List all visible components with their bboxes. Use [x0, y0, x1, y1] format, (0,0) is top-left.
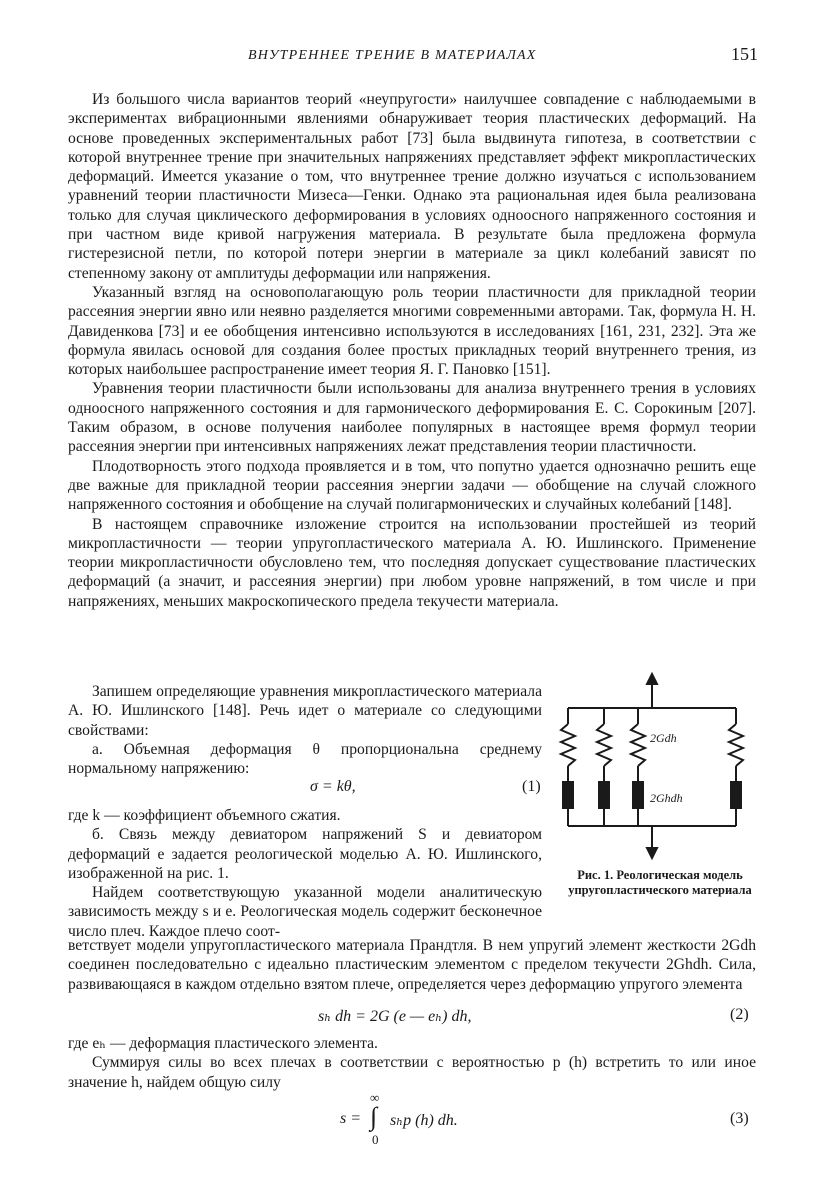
arm-1	[561, 708, 575, 826]
header-title: ВНУТРЕННЕЕ ТРЕНИЕ В МАТЕРИАЛАХ	[248, 48, 537, 63]
body-text-top	[68, 90, 756, 611]
paragraph-1: Из большого числа вариантов теорий «неупругости» наилучшее совпадение с наблюдаемыми в экспериментах вибрационными явлениями обнаруживает теория пластических деформаций. На основе проведенных экспериментальных работ [73] была выдвинута гипотеза, в соответствии с которой внутреннее трение при значительных напряжениях представляет эффект микропластических деформаций. Имеется указание о том, что внутреннее трение должно изучаться с использованием уравнений теории пластичности Мизеса—Генки. Однако эта рациональная идея была реализована только для случая циклического деформирования в условиях одноосного напряженного состояния и при частном виде кривой нагружения материала. В результате была предложена формула гистерезисной петли, по которой потери энергии в материале за цикл колебаний зависят по степенному закону от амплитуды деформации или напряжения.	[68, 91, 756, 282]
paragraph-11: где eₕ — деформация пластического элемента.	[68, 1035, 378, 1052]
integral-sign-icon: ∫	[370, 1102, 378, 1131]
left-column-text-2	[68, 806, 542, 941]
paragraph-7: а. Объемная деформация θ пропорциональна среднему нормальному напряжению:	[68, 740, 542, 778]
equation-1-number: (1)	[522, 778, 541, 795]
body-text-end	[68, 1034, 756, 1092]
figure-label-elastic: 2Gdh	[650, 731, 677, 745]
arm-3	[631, 708, 645, 826]
paragraph-8: где k — коэффициент объемного сжатия.	[68, 807, 341, 824]
arm-4	[729, 708, 743, 826]
eq3-upper-limit: ∞	[370, 1090, 380, 1105]
top-arrow-head	[647, 674, 657, 684]
equation-2-number: (2)	[730, 1006, 749, 1023]
running-header	[248, 44, 758, 70]
figure-label-plastic: 2Ghdh	[650, 791, 683, 805]
equation-2: sₕ dh = 2G (e — eₕ) dh,	[318, 1008, 472, 1025]
equation-3-number: (3)	[730, 1110, 749, 1127]
rheological-model-figure	[556, 672, 756, 862]
paragraph-4: Плодотворность этого подхода проявляется и в том, что попутно удается однозначно решить еще две важные для прикладной теории рассеяния энергии задачи — обобщение на случай сложного напряженного состояния и обобщение на случай полигармонических и случайных колебаний [148].	[68, 457, 756, 514]
paragraph-2: Указанный взгляд на основополагающую роль теории пластичности для прикладной теории рассеяния энергии явно или неявно разделяется многими современными авторами. Так, формула Н. Н. Давиденкова [73] и ее обобщения интенсивно используются в исследованиях [161, 231, 232]. Эта же формула явилась основой для создания более простых прикладных теорий внутреннего трения, из которых наибольшее распространение имеет теория Я. Г. Пановко [151].	[68, 283, 756, 379]
eq3-lower-limit: 0	[372, 1132, 379, 1147]
paragraph-10a: Найдем соответствующую указанной модели аналитическую зависимость между s и e. Реологическая модель содержит бесконечное число плеч. Каждое плечо соот-	[68, 884, 542, 940]
body-text-bottom	[68, 936, 756, 994]
paragraph-12: Суммируя силы во всех плечах в соответствии с вероятностью p (h) встретить то или иное значение h, найдем общую силу	[68, 1054, 756, 1091]
paragraph-6: Запишем определяющие уравнения микропластического материала А. Ю. Ишлинского [148]. Речь идет о материале со следующими свойствами:	[68, 683, 542, 739]
bottom-arrow-head	[647, 848, 657, 858]
equation-1: σ = kθ,	[310, 778, 356, 795]
equation-3	[340, 1090, 500, 1150]
arm-2	[597, 708, 611, 826]
page-number: 151	[731, 44, 758, 64]
left-column-text	[68, 682, 542, 778]
paragraph-10b: ветствует модели упругопластического материала Прандтля. В нем упругий элемент жесткости 2Gdh соединен последовательно с идеально пластическим элементом с пределом текучести 2Ghdh. Сила, развивающаяся в каждом отдельно взятом плече, определяется через деформацию упругого элемента	[68, 937, 756, 993]
figure-caption: Рис. 1. Реологическая модель упругопластического материала	[568, 868, 752, 897]
paragraph-3: Уравнения теории пластичности были использованы для анализа внутреннего трения в условиях одноосного напряженного состояния и для гармонического деформирования Е. С. Сорокиным [207]. Таким образом, в основе получения наиболее популярных в настоящее время формул теории рассеяния энергии при интенсивных напряжениях лежат представления теории пластичности.	[68, 380, 756, 456]
paragraph-9: б. Связь между девиатором напряжений S и девиатором деформаций e задается реологической моделью А. Ю. Ишлинского, изображенной на рис. 1.	[68, 826, 542, 882]
eq3-lhs: s =	[340, 1110, 362, 1127]
eq3-body: sₕp (h) dh.	[390, 1112, 458, 1129]
paragraph-5: В настоящем справочнике изложение строится на использовании простейшей из теорий микропластичности — теории упругопластического материала А. Ю. Ишлинского. Применение теории микропластичности обусловлено тем, что последняя допускает существование пластических деформаций (а значит, и рассеяния энергии) при любом уровне напряжений, в том числе и при напряжениях, меньших макроскопического предела текучести материала.	[68, 515, 756, 610]
